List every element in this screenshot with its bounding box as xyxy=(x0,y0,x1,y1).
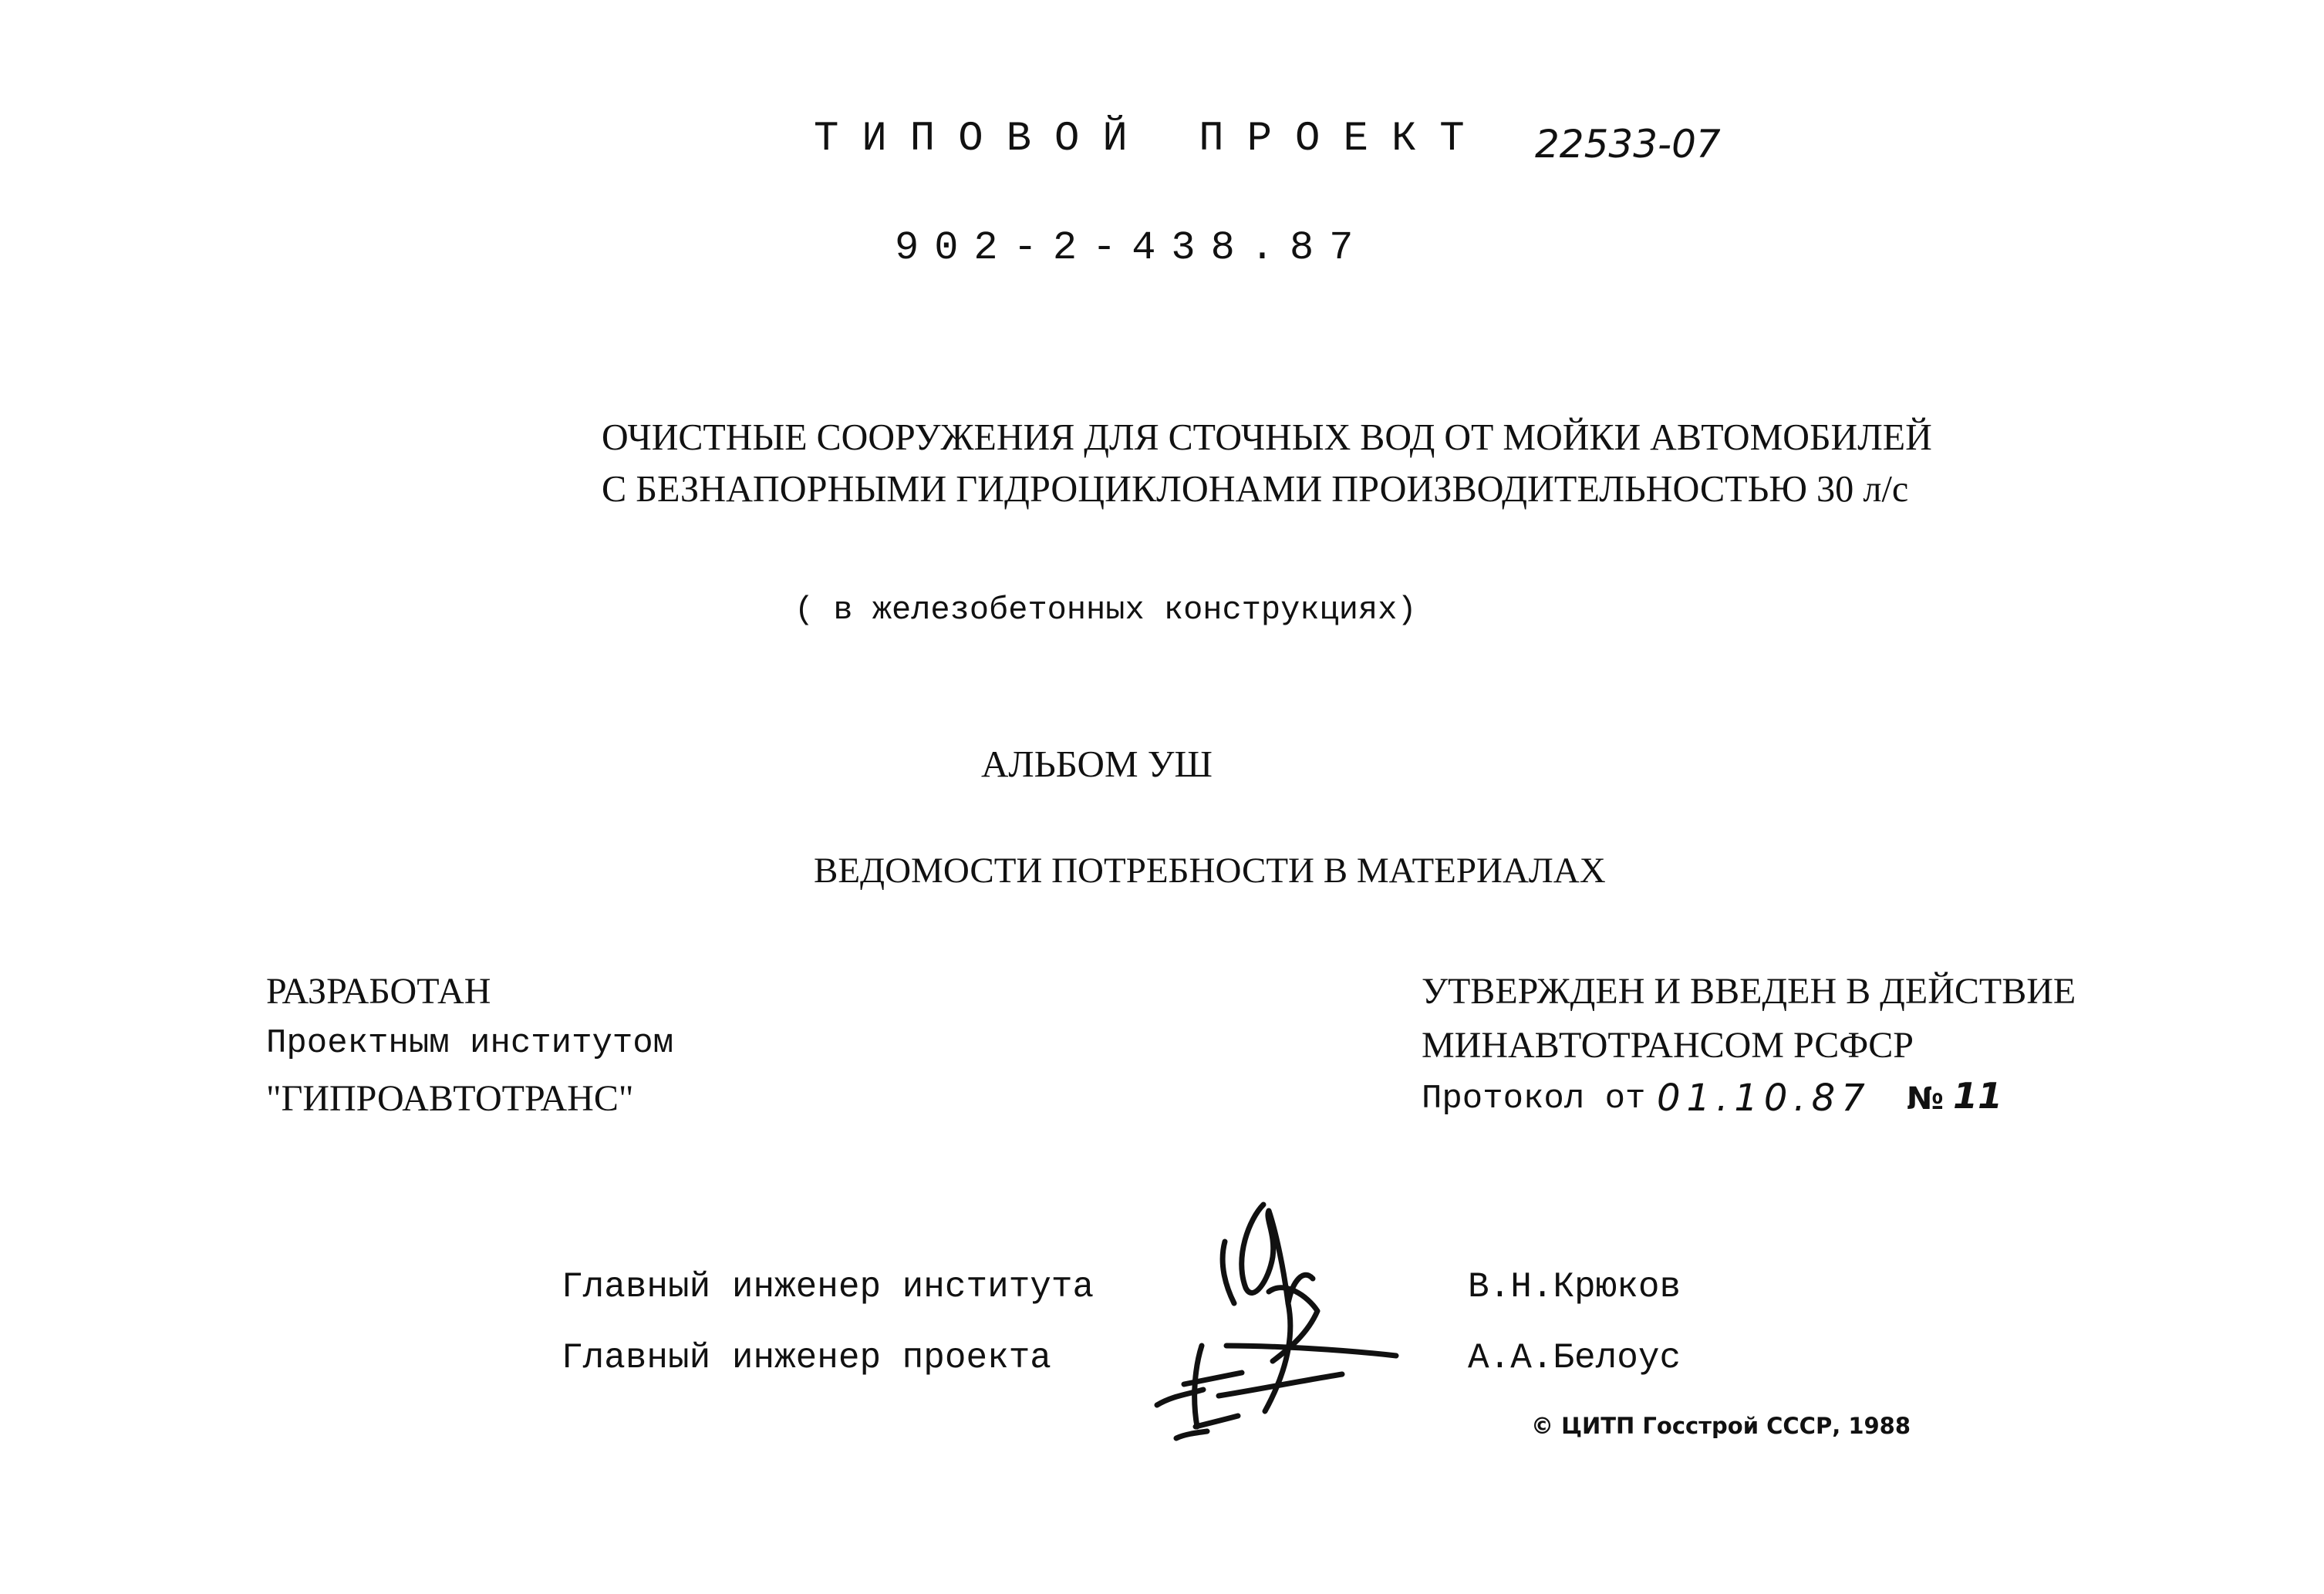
title-line-1: ОЧИСТНЫЕ СООРУЖЕНИЯ ДЛЯ СТОЧНЫХ ВОД ОТ МОЙКИ АВТОМОБИЛЕЙ xyxy=(602,416,1932,458)
album-contents: ВЕДОМОСТИ ПОТРЕБНОСТИ В МАТЕРИАЛАХ xyxy=(814,851,1606,891)
copyright: © ЦИТП Госстрой СССР, 1988 xyxy=(1531,1413,1911,1439)
developed-institute: Проектным институтом xyxy=(266,1024,674,1063)
album-label: АЛЬБОМ УШ xyxy=(981,743,1213,785)
project-heading: ТИПОВОЙ ПРОЕКТ xyxy=(814,116,1488,163)
developed-heading: РАЗРАБОТАН xyxy=(266,971,491,1012)
title-line-2: С БЕЗНАПОРНЫМИ ГИДРОЦИКЛОНАМИ ПРОИЗВОДИТЕЛЬНОСТЬЮ 30 л/с xyxy=(602,467,1909,510)
protocol-label: Протокол от xyxy=(1422,1080,1646,1118)
signature-name-1: В.Н.Крюков xyxy=(1468,1267,1681,1307)
handwritten-signatures xyxy=(1111,1188,1435,1465)
approved-ministry: МИНАВТОТРАНСОМ РСФСР xyxy=(1422,1025,1914,1066)
number-sign: № xyxy=(1907,1081,1945,1117)
signature-role-1: Главный инженер института xyxy=(562,1267,1095,1307)
approved-heading: УТВЕРЖДЕН И ВВЕДЕН В ДЕЙСТВИЕ xyxy=(1422,971,2076,1012)
signature-role-2: Главный инженер проекта xyxy=(562,1338,1051,1378)
protocol-number: 11 xyxy=(1953,1075,2003,1117)
project-number: 902-2-438.87 xyxy=(895,225,1369,271)
developed-institute-name: "ГИПРОАВТОТРАНС" xyxy=(266,1078,634,1119)
signature-name-2: А.А.Белоус xyxy=(1468,1338,1681,1378)
protocol-date: 01.10.87 xyxy=(1657,1077,1871,1120)
title-subtitle: ( в железобетонных конструкциях) xyxy=(794,591,1417,629)
project-code-handwritten: 22533-07 xyxy=(1535,122,1721,167)
